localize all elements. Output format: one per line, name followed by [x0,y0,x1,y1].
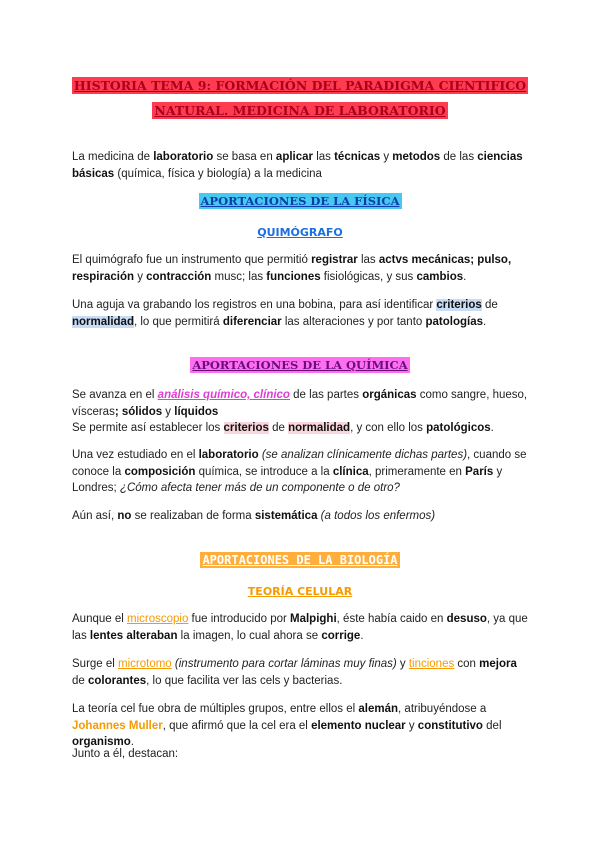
biologia-paragraph-3: La teoría cel fue obra de múltiples grupos, entre ellos el alemán, atribuyéndose a Johannes Muller, que afirmó que la cel era el elemento nuclear y constitutivo del organismo. [72,703,502,748]
subheading-teoria-celular: TEORÍA CELULAR [247,585,353,598]
johannes-muller-name: Johannes Muller [72,719,163,732]
biologia-paragraph-4: Junto a él, destacan: [72,748,179,760]
quimica-paragraph-2: Una vez estudiado en el laboratorio (se analizan clínicamente dichas partes), cuando se conoce la composición química, se introduce a la clínica, primeramente en París y Londres; ¿Cómo afecta tener más de un componente o de otro? [72,449,527,494]
tinciones-link[interactable]: tinciones [408,658,455,670]
quimica-paragraph-3: Aún así, no se realizaban de forma sistemática (a todos los enfermos) [72,510,436,522]
page-title [60,73,540,123]
subheading-quimografo: QUIMÓGRAFO [257,226,343,239]
section-heading-biologia: APORTACIONES DE LA BIOLOGÍA [202,553,398,567]
quimica-paragraph-1: Se avanza en el análisis químico, clínico de las partes orgánicas como sangre, hueso, vísceras; sólidos y líquidos Se permite así establecer los criterios de normalidad, y con ello los patológicos. [72,389,528,434]
analisis-link[interactable]: análisis químico, clínico [157,389,290,401]
section-heading-quimica: APORTACIONES DE LA QUÍMICA [192,358,408,372]
biologia-paragraph-2: Surge el microtomo (instrumento para cortar láminas muy finas) y tinciones con mejora de colorantes, lo que facilita ver las cels y bacterias. [72,658,517,687]
intro-paragraph: La medicina de laboratorio se basa en aplicar las técnicas y metodos de las ciencias básicas (química, física y biología) a la medicina [72,151,523,180]
fisica-paragraph-2: Una aguja va grabando los registros en una bobina, para así identificar criterios de normalidad, lo que permitirá diferenciar las alteraciones y por tanto patologías. [72,299,498,328]
section-heading-fisica: APORTACIONES DE LA FÍSICA [200,194,400,208]
title-line-2: NATURAL. MEDICINA DE LABORATORIO [154,103,446,118]
microtomo-link[interactable]: microtomo [118,658,172,670]
title-line-1: HISTORIA TEMA 9: FORMACIÓN DEL PARADIGMA CIENTIFICO [73,78,527,93]
microscopio-link[interactable]: microscopio [127,613,189,625]
fisica-paragraph-1: El quimógrafo fue un instrumento que permitió registrar las actvs mecánicas; pulso, respiración y contracción musc; las funciones fisiológicas, y sus cambios. [72,254,512,283]
biologia-paragraph-1: Aunque el microscopio fue introducido por Malpighi, éste había caido en desuso, ya que las lentes alteraban la imagen, lo cual ahora se corrige. [72,613,528,642]
